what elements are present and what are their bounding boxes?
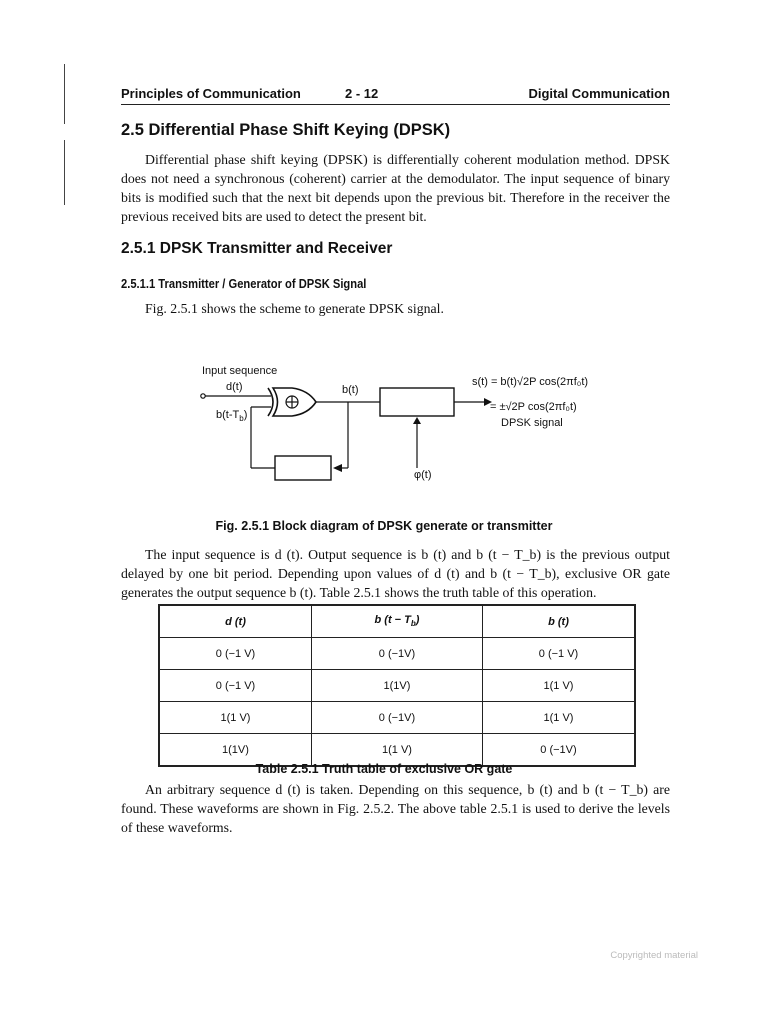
- table-cell: 1(1V): [311, 670, 482, 702]
- header-page-number: 2 - 12: [345, 86, 379, 101]
- dpsk-block-diagram: [196, 360, 646, 492]
- header-chapter-title: Digital Communication: [528, 86, 670, 101]
- section-title: 2.5 Differential Phase Shift Keying (DPSK): [121, 121, 451, 139]
- table-row: [159, 702, 635, 734]
- header-rule: [121, 104, 670, 105]
- xor-gate: [268, 388, 273, 416]
- diagram-output-eq2: = ±√2P cos(2πf₀t): [490, 401, 577, 413]
- subsubsection-intro-text: Fig. 2.5.1 shows the scheme to generate DPSK signal.: [145, 301, 444, 316]
- header-book-title: Principles of Communication: [121, 86, 301, 101]
- subsubsection-title: 2.5.1.1 Transmitter / Generator of DPSK Signal: [121, 276, 367, 291]
- table-row: [159, 670, 635, 702]
- subsection-title: 2.5.1 DPSK Transmitter and Receiver: [121, 240, 393, 257]
- table-cell: 0 (−1 V): [159, 638, 311, 670]
- table-cell: 1(1 V): [483, 670, 636, 702]
- table-row: [159, 638, 635, 670]
- margin-line-upper: [64, 64, 65, 124]
- section-intro: [121, 150, 670, 226]
- balanced-modulator-block: [380, 388, 454, 416]
- body-paragraph: [121, 545, 670, 602]
- col-header-b: b (t): [483, 605, 636, 638]
- truth-table: [158, 604, 636, 767]
- diagram-input-label: Input sequence: [202, 365, 278, 377]
- closing-paragraph: [121, 780, 670, 837]
- table-cell: 0 (−1 V): [159, 670, 311, 702]
- closing-paragraph-text: An arbitrary sequence d (t) is taken. Depending on this sequence, b (t) and b (t − T_b) are found. These waveforms are shown in Fig. 2.5.2. The above table 2.5.1 is used to derive the levels of these waveforms.: [121, 782, 670, 835]
- diagram-delayed-label: $b(t-T_b)$: [216, 409, 248, 423]
- table-cell: 0 (−1 V): [483, 638, 636, 670]
- diagram-b-label: b(t): [342, 384, 359, 396]
- table-cell: 0 (−1V): [311, 638, 482, 670]
- running-header: [121, 86, 670, 104]
- col-header-d: d (t): [159, 605, 311, 638]
- body-paragraph-text: The input sequence is d (t). Output sequence is b (t) and b (t − T_b) is the previous output delayed by one bit period. Depending upon values of d (t) and b (t − T_b), exclusive OR gate generates the output sequence b (t). Table 2.5.1 shows the truth table of this operation.: [121, 547, 670, 600]
- figure-caption: Fig. 2.5.1 Block diagram of DPSK generate or transmitter: [215, 519, 553, 533]
- section-intro-text: Differential phase shift keying (DPSK) is differentially coherent modulation method. DPSK does not need a synchronous (coherent) carrier at the demodulator. The input sequence of binary bits is modified such that the next bit depends upon the previous bit. Therefore in the receiver the previous received bits are used to detect the present bit.: [121, 152, 670, 224]
- diagram-d-label: d(t): [226, 381, 243, 393]
- margin-line-lower: [64, 140, 65, 205]
- table-cell: 1(1 V): [311, 734, 482, 767]
- table-cell: 0 (−1V): [483, 734, 636, 767]
- table-caption: Table 2.5.1 Truth table of exclusive OR gate: [255, 762, 513, 776]
- subsubsection-intro: [121, 299, 670, 318]
- table-cell: 0 (−1V): [311, 702, 482, 734]
- diagram-carrier-label: φ(t): [414, 469, 432, 481]
- table-cell: 1(1 V): [159, 702, 311, 734]
- delay-block: [275, 456, 331, 480]
- table-cell: 1(1V): [159, 734, 311, 767]
- diagram-input-terminal: [201, 394, 205, 398]
- copyright-notice: Copyrighted material: [610, 950, 698, 961]
- diagram-output-label: DPSK signal: [501, 417, 563, 429]
- col-header-b-delayed: b $(t - T_b)$: [311, 605, 482, 638]
- diagram-output-eq1: s(t) = b(t)√2P cos(2πf₀t): [472, 376, 589, 388]
- truth-table-header-row: [159, 605, 635, 638]
- table-cell: 1(1 V): [483, 702, 636, 734]
